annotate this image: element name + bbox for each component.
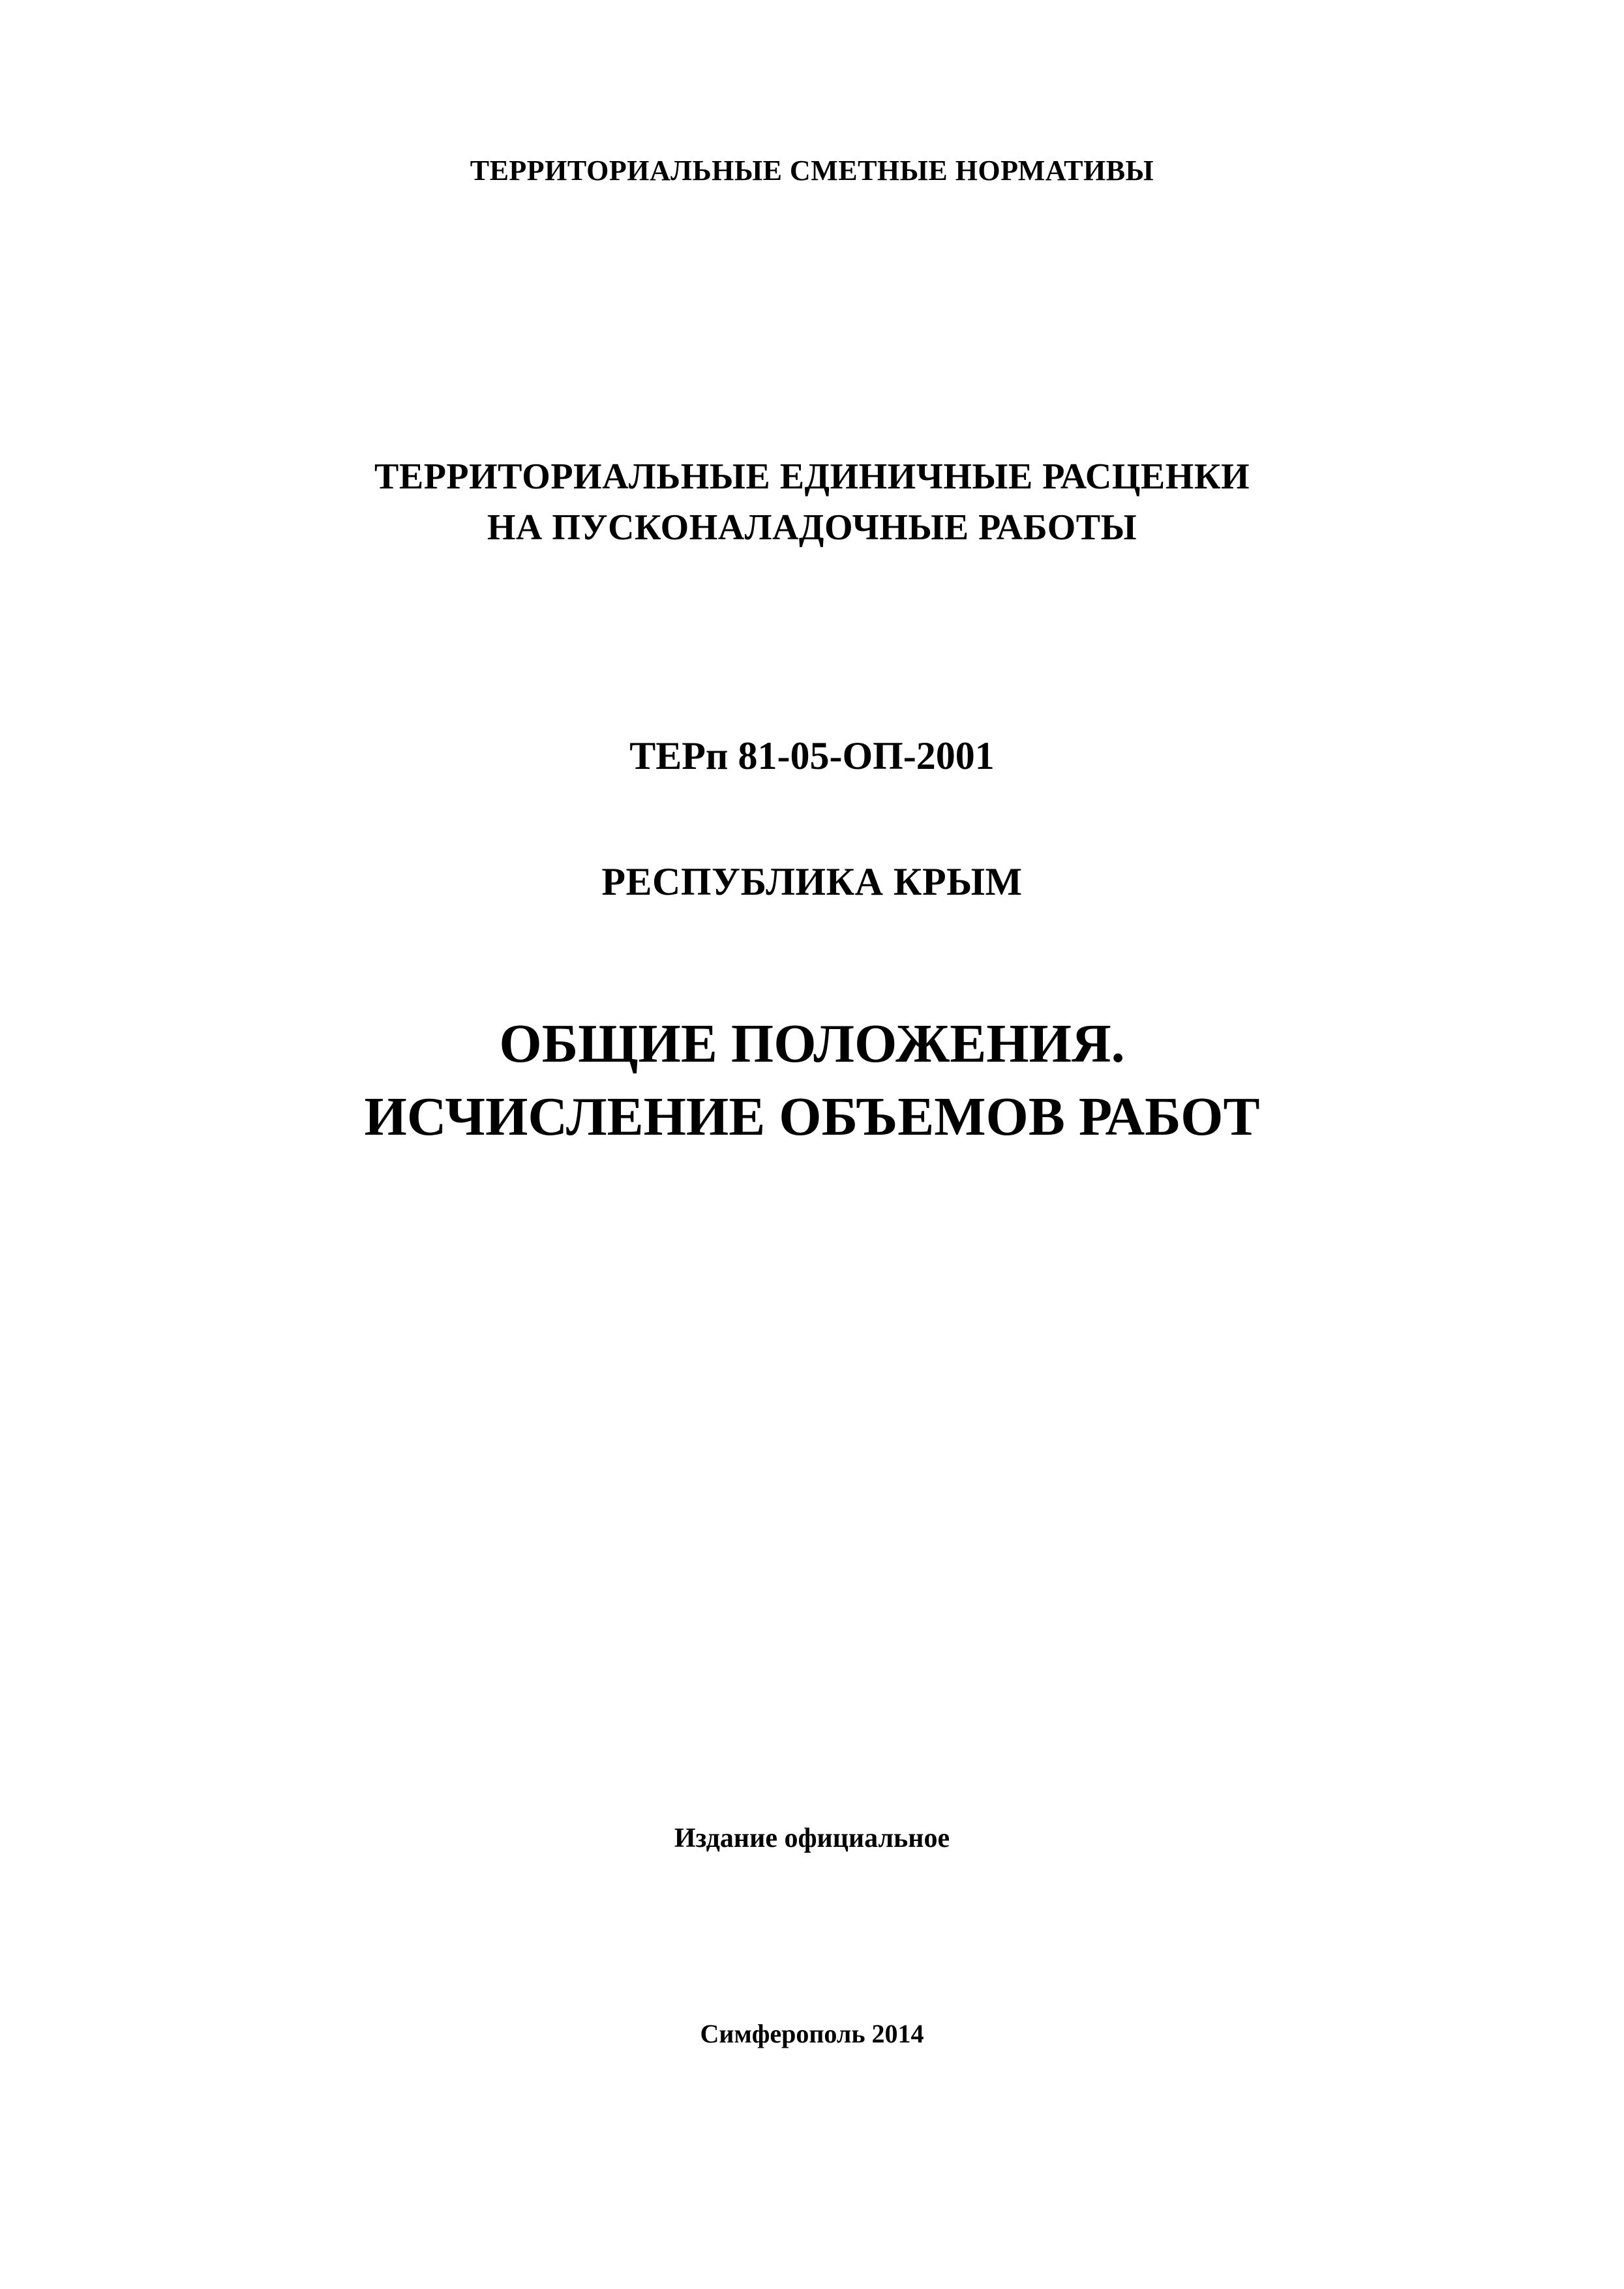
place-year: Симферополь 2014 — [700, 2019, 924, 2048]
region-heading: РЕСПУБЛИКА КРЫМ — [601, 860, 1023, 903]
edition-label: Издание официальное — [674, 1823, 950, 1853]
series-heading: ТЕРРИТОРИАЛЬНЫЕ СМЕТНЫЕ НОРМАТИВЫ — [470, 155, 1154, 187]
subtitle-line-2: НА ПУСКОНАЛАДОЧНЫЕ РАБОТЫ — [487, 507, 1137, 548]
title-line-1: ОБЩИЕ ПОЛОЖЕНИЯ. — [499, 1013, 1125, 1074]
subtitle-line-1: ТЕРРИТОРИАЛЬНЫЕ ЕДИНИЧНЫЕ РАСЦЕНКИ — [374, 456, 1250, 497]
subtitle-block — [0, 451, 1624, 553]
document-title — [0, 1008, 1624, 1154]
document-code: ТЕРп 81-05-ОП-2001 — [629, 734, 995, 777]
title-line-2: ИСЧИСЛЕНИЕ ОБЪЕМОВ РАБОТ — [364, 1086, 1260, 1147]
